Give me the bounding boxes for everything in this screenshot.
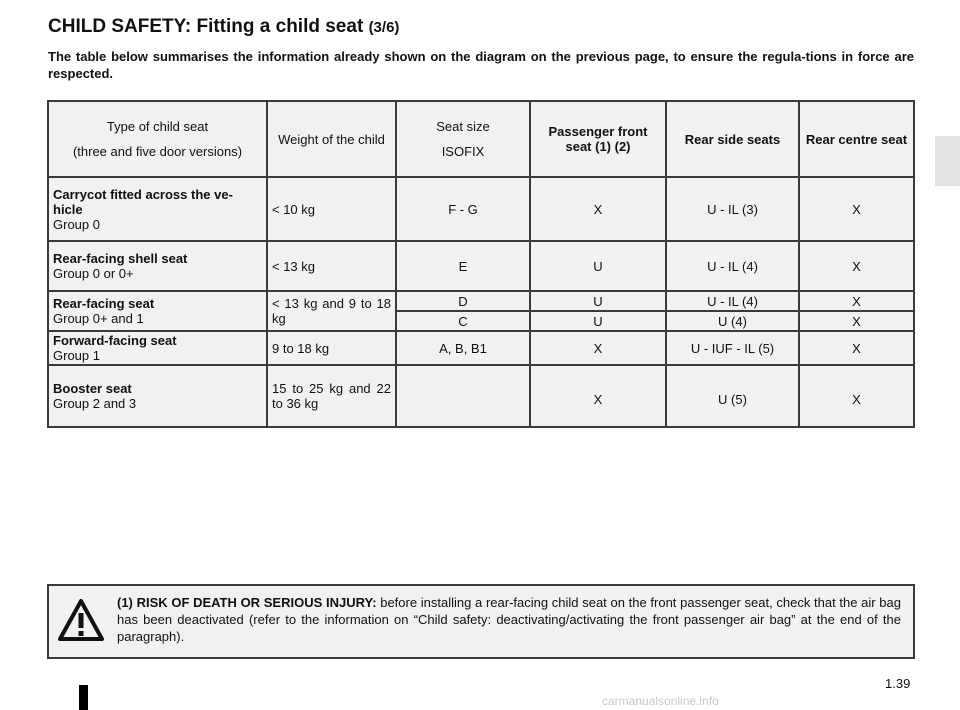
warning-text xyxy=(117,594,901,645)
watermark: carmanualsonline.info xyxy=(602,694,719,708)
header-weight: Weight of the child xyxy=(267,101,396,177)
rear-centre-cell: X xyxy=(799,365,914,427)
seat-size-cell: E xyxy=(396,241,530,291)
rear-side-cell: U - IL (4) xyxy=(666,241,799,291)
rear-side-cell: U (5) xyxy=(666,365,799,427)
page-title xyxy=(48,16,399,38)
seat-type-cell: Carrycot fitted across the ve-hicle Group 0 xyxy=(48,177,267,241)
rear-side-cell: U (4) xyxy=(666,311,799,331)
rear-centre-cell: X xyxy=(799,311,914,331)
warning-box xyxy=(47,584,915,659)
front-seat-cell: U xyxy=(530,311,666,331)
weight-cell: < 13 kg xyxy=(267,241,396,291)
table-row xyxy=(48,241,914,291)
front-seat-cell: X xyxy=(530,177,666,241)
front-seat-cell: U xyxy=(530,241,666,291)
corner-bar xyxy=(79,685,88,710)
front-seat-cell: X xyxy=(530,365,666,427)
header-rear-side: Rear side seats xyxy=(666,101,799,177)
table-header-row xyxy=(48,101,914,177)
seat-size-cell: A, B, B1 xyxy=(396,331,530,365)
seat-size-cell xyxy=(396,365,530,427)
page-title-part: (3/6) xyxy=(368,19,400,36)
rear-side-cell: U - IL (4) xyxy=(666,291,799,311)
table-row xyxy=(48,177,914,241)
seat-type-cell: Booster seat Group 2 and 3 xyxy=(48,365,267,427)
header-passenger-front: Passenger front seat (1) (2) xyxy=(530,101,666,177)
seat-size-cell: D xyxy=(396,291,530,311)
front-seat-cell: U xyxy=(530,291,666,311)
seat-size-cell: C xyxy=(396,311,530,331)
side-tab-marker xyxy=(935,136,960,186)
rear-centre-cell: X xyxy=(799,291,914,311)
intro-paragraph: The table below summarises the information already shown on the diagram on the previous page, to ensure the regula-tions in force are respected. xyxy=(48,49,914,81)
warning-body: before installing a rear-facing child seat on the front passenger seat, check that the air bag has been deactivated (refer to the information on “Child safety: deactivating/activating the front passenger air bag” at the end of the paragraph). xyxy=(117,595,901,644)
header-seat-size: Seat size ISOFIX xyxy=(396,101,530,177)
rear-centre-cell: X xyxy=(799,241,914,291)
seat-size-cell: F - G xyxy=(396,177,530,241)
seat-type-cell: Rear-facing seat Group 0+ and 1 xyxy=(48,291,267,331)
rear-side-cell: U - IUF - IL (5) xyxy=(666,331,799,365)
rear-side-cell: U - IL (3) xyxy=(666,177,799,241)
weight-cell: 9 to 18 kg xyxy=(267,331,396,365)
header-type: Type of child seat (three and five door versions) xyxy=(48,101,267,177)
rear-centre-cell: X xyxy=(799,331,914,365)
warning-lead: (1) RISK OF DEATH OR SERIOUS INJURY: xyxy=(117,595,377,610)
rear-centre-cell: X xyxy=(799,177,914,241)
warning-triangle-icon xyxy=(57,598,105,642)
table-row xyxy=(48,331,914,365)
table-row xyxy=(48,291,914,311)
page-title-text: CHILD SAFETY: Fitting a child seat xyxy=(48,16,364,37)
child-seat-table xyxy=(47,100,915,428)
weight-cell: < 10 kg xyxy=(267,177,396,241)
seat-type-cell: Forward-facing seat Group 1 xyxy=(48,331,267,365)
table-row xyxy=(48,365,914,427)
seat-type-cell: Rear-facing shell seat Group 0 or 0+ xyxy=(48,241,267,291)
front-seat-cell: X xyxy=(530,331,666,365)
page-number: 1.39 xyxy=(885,676,911,691)
weight-cell: < 13 kg and 9 to 18 kg xyxy=(267,291,396,331)
weight-cell: 15 to 25 kg and 22 to 36 kg xyxy=(267,365,396,427)
header-rear-centre: Rear centre seat xyxy=(799,101,914,177)
